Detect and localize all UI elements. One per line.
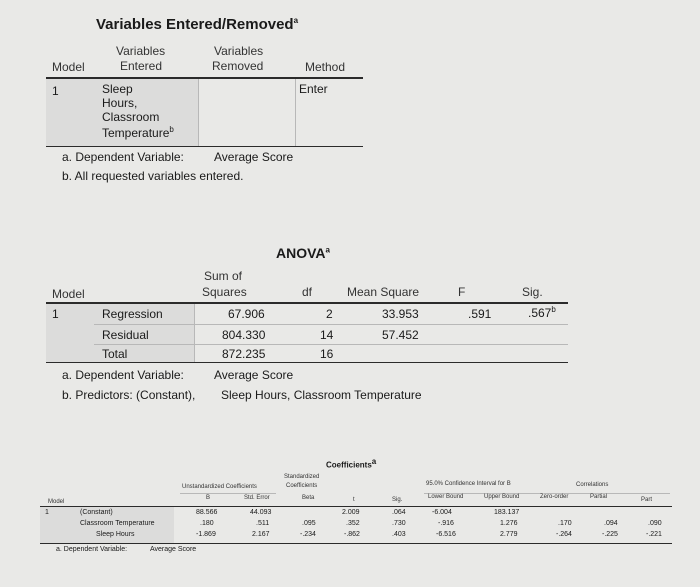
coef-row-b: -1.869 (196, 531, 216, 538)
anova-row-ms: 33.953 (382, 307, 419, 321)
coef-row-ub: 183.137 (494, 509, 520, 516)
anova-col-df: df (302, 285, 313, 299)
anova-title-text: ANOVA (276, 245, 326, 261)
coef-row-zero: -.264 (556, 531, 572, 538)
var-table-title-text: Variables Entered/Removed (96, 16, 294, 33)
coef-row-beta: -.234 (300, 531, 316, 538)
coef-h-std-1: Standardized (284, 474, 320, 480)
anova-col-ss-2: Squares (202, 285, 247, 299)
var-entered-sup: b (169, 125, 174, 134)
coef-row-lb: -.916 (438, 520, 454, 527)
var-footnote-a-value: Average Score (214, 150, 294, 164)
var-bottom-rule (46, 146, 363, 147)
coef-title-text: Coefficients (326, 460, 372, 470)
anova-row-label: Total (102, 347, 128, 361)
coef-footnote-value: Average Score (150, 546, 197, 553)
anova-footnote-a-value: Average Score (214, 368, 294, 382)
anova-divider (194, 304, 195, 362)
coef-h-unstd: Unstandardized Coefficients (182, 484, 257, 490)
anova-row-label: Residual (102, 328, 149, 342)
anova-footnote-a-label: a. Dependent Variable: (62, 368, 184, 382)
coef-h-std-2: Coefficients (286, 483, 318, 489)
coef-row-t: .352 (346, 520, 360, 527)
coef-row-label: Sleep Hours (96, 531, 135, 538)
coef-h-b: B (206, 495, 211, 501)
coef-row-b: 88.566 (196, 509, 218, 516)
coef-row-beta: .095 (302, 520, 316, 527)
coef-row-partial: -.225 (602, 531, 618, 538)
var-entered-line-2: Hours, (102, 96, 138, 110)
var-method-value: Enter (299, 82, 328, 96)
coef-h-zero: Zero-order (540, 494, 569, 500)
var-footnote-a-label: a. Dependent Variable: (62, 150, 184, 164)
coef-row-zero: .170 (558, 520, 572, 527)
coef-bottom-rule (40, 543, 672, 544)
anova-row-label: Regression (102, 307, 163, 321)
coef-row-se: 44.093 (250, 509, 272, 516)
anova-col-model: Model (52, 287, 85, 301)
var-divider-2 (295, 79, 296, 146)
var-entered-line-3: Classroom (102, 110, 160, 124)
coef-row-lb: -6.516 (436, 531, 456, 538)
var-col-model: Model (52, 60, 85, 74)
coef-row-sig: .403 (392, 531, 406, 538)
coef-h-model: Model (48, 499, 65, 505)
anova-row-ss: 804.330 (222, 328, 266, 342)
coef-row-b: .180 (200, 520, 214, 527)
coef-row-ub: 1.276 (500, 520, 518, 527)
var-col-removed-2: Removed (212, 59, 264, 73)
var-table-title (96, 16, 298, 33)
coef-h-beta: Beta (302, 495, 315, 501)
anova-row-f: .591 (468, 307, 492, 321)
coef-row-sig: .730 (392, 520, 406, 527)
anova-footnote-b-label: b. Predictors: (Constant), (62, 388, 196, 402)
anova-col-ss-1: Sum of (204, 269, 243, 283)
var-row-model: 1 (52, 84, 59, 98)
anova-bottom-rule (46, 362, 568, 363)
var-divider-1 (198, 79, 199, 146)
var-table-title-sup: a (293, 16, 299, 25)
var-col-entered-2: Entered (120, 59, 163, 73)
anova-row-ss: 67.906 (228, 307, 265, 321)
coef-row-t: -.862 (344, 531, 360, 538)
coef-row-part: .090 (648, 520, 662, 527)
var-entered-line-1: Sleep (102, 82, 133, 96)
anova-title (276, 245, 330, 261)
coef-row-part: -.221 (646, 531, 662, 538)
coef-h-lb: Lower Bound (428, 494, 464, 500)
anova-row-sig-text: .567 (528, 306, 552, 320)
var-entered-line-4 (102, 125, 174, 140)
coef-row-lb: -6.004 (432, 509, 452, 516)
var-col-removed-1: Variables (214, 44, 264, 58)
coef-row-label: Classroom Temperature (80, 520, 155, 527)
anova-row-rule-1 (94, 324, 568, 325)
coef-row-sig: .064 (392, 509, 406, 516)
coef-unstd-rule (180, 493, 276, 494)
anova-row-df: 14 (320, 328, 334, 342)
anova-col-ms: Mean Square (347, 285, 420, 299)
coef-footnote-label: a. Dependent Variable: (56, 546, 128, 553)
anova-model-num: 1 (52, 307, 59, 321)
coef-model-num: 1 (45, 509, 49, 516)
anova-row-ms: 57.452 (382, 328, 419, 342)
anova-col-sig: Sig. (522, 285, 543, 299)
coef-row-t: 2.009 (342, 509, 360, 516)
anova-row-sig (528, 305, 556, 320)
coef-row-se: .511 (256, 520, 270, 527)
coef-h-part: Part (641, 497, 653, 503)
var-col-method: Method (305, 60, 346, 74)
var-footnote-b: b. All requested variables entered. (62, 169, 244, 183)
anova-footnote-b-value: Sleep Hours, Classroom Temperature (221, 388, 422, 402)
anova-title-sup: a (325, 245, 330, 255)
coef-title (326, 457, 376, 470)
coef-h-t: t (353, 497, 355, 503)
coef-h-ub: Upper Bound (484, 494, 520, 500)
anova-row-df: 16 (320, 347, 334, 361)
var-col-entered-1: Variables (116, 44, 166, 58)
coef-h-partial: Partial (590, 494, 608, 500)
anova-col-f: F (458, 285, 466, 299)
coef-row-partial: .094 (604, 520, 618, 527)
coef-row-label: (Constant) (80, 509, 113, 516)
coef-h-ci: 95.0% Confidence Interval for B (426, 481, 511, 487)
anova-row-ss: 872.235 (222, 347, 266, 361)
coef-title-sup: a (371, 457, 377, 466)
anova-row-df: 2 (326, 307, 333, 321)
var-entered-line-4-text: Temperature (102, 126, 170, 140)
coef-h-se: Std. Error (244, 495, 270, 501)
coef-row-ub: 2.779 (500, 531, 518, 538)
coef-h-corr: Correlations (576, 482, 609, 488)
coef-row-se: 2.167 (252, 531, 270, 538)
anova-row-rule-2 (94, 344, 568, 345)
anova-row-sig-sup: b (551, 305, 556, 314)
coef-h-sig: Sig. (392, 497, 403, 503)
